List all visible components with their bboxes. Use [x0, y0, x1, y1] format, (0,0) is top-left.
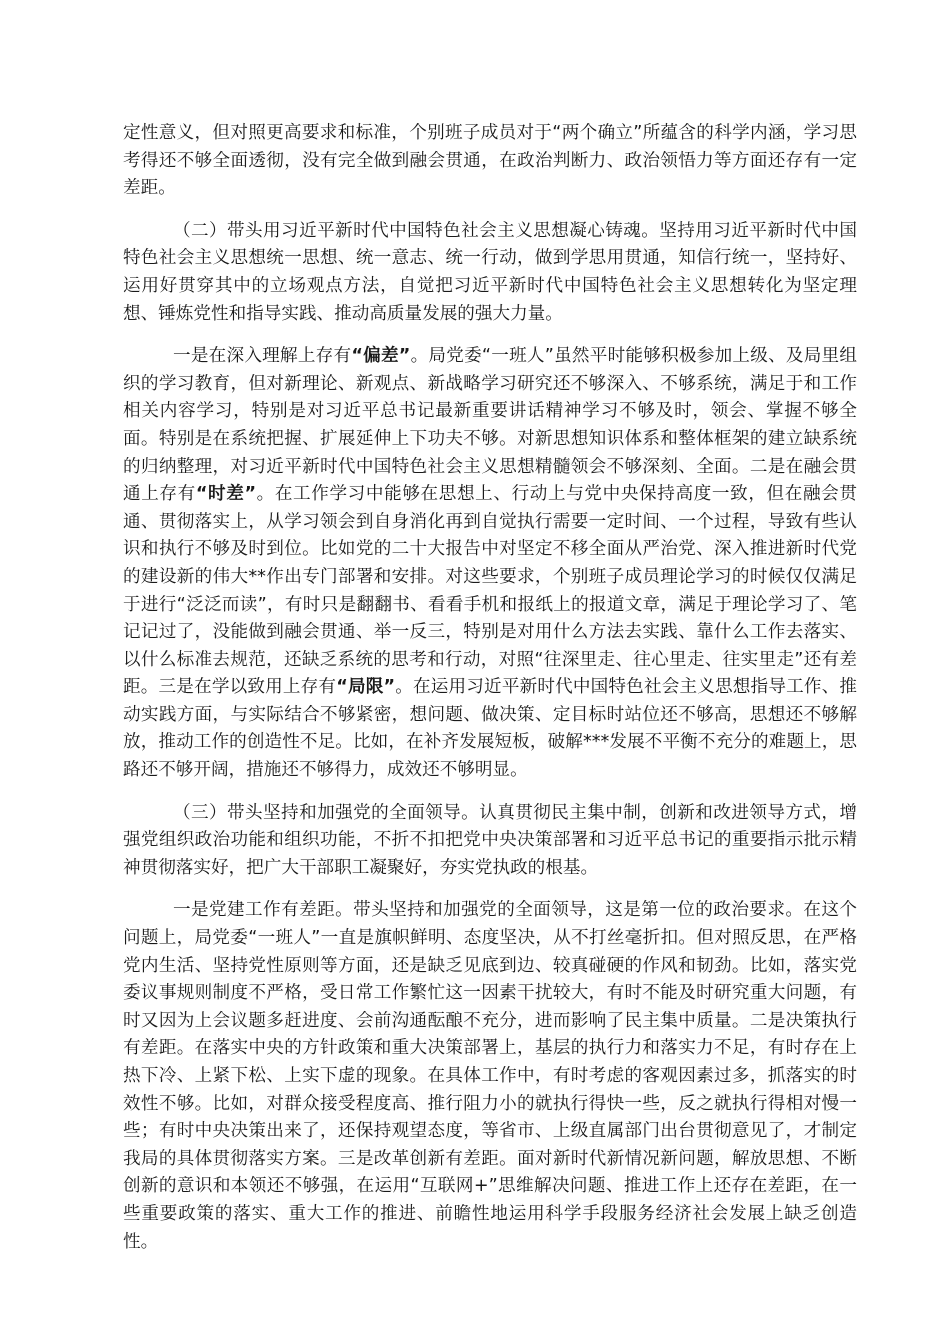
detail-text-3: 。在工作学习中能够在思想上、行动上与党中央保持高度一致，但在融会贯通、贯彻落实上，从学习领会到自身消化再到自觉执行需要一定时间、一个过程，导致有些认识和执行不够及时到位。比如党的二十大报告中对坚定不移全面从严治党、深入推进新时代党的建设新的伟大**作出专门部署和安排。对这些要求，个别班子成员理论学习的时候仅仅满足于进行“泛泛而读”，有时只是翻翻书、看看手机和报纸上的报道文章，满足于理论学习了、笔记记过了，没能做到融会贯通、举一反三，特别是对用什么方法去实践、靠什么工作去落实、以什么标准去规范，还缺乏系统的思考和行动，对照“往深里走、往心里走、往实里走”还有差距。三是在学以致用上存有 — [123, 484, 857, 698]
section-two-body: 坚持用习近平新时代中国特色社会主义思想统一思想、统一意志、统一行动，做到学思用贯通，知信行统一，坚持好、运用好贯穿其中的立场观点方法，自觉把习近平新时代中国特色社会主义思想转化为坚定理想、锤炼党性和指导实践、推动高质量发展的强大力量。 — [123, 220, 857, 324]
section-three-body: 认真贯彻民主集中制，创新和改进领导方式，增强党组织政治功能和组织功能，不折不扣把党中央决策部署和习近平总书记的重要指示批示精神贯彻落实好，把广大干部职工凝聚好，夯实党执政的根基。 — [123, 802, 857, 878]
paragraph-section-three — [123, 800, 857, 883]
document-page — [123, 120, 857, 1271]
detail-text-4: 。在运用习近平新时代中国特色社会主义思想指导工作、推动实践方面，与实际结合不够紧密，想问题、做决策、定目标时站位还不够高，思想还不够解放，推动工作的创造性不足。比如，在补齐发展短板，破解***发展不平衡不充分的难题上，思路还不够开阔，措施还不够得力，成效还不够明显。 — [123, 677, 857, 781]
detail-text-2: 。局党委“一班人”虽然平时能够积极参加上级、及局里组织的学习教育，但对新理论、新观点、新战略学习研究还不够深入、不够系统，满足于和工作相关内容学习，特别是对习近平总书记最新重要讲话精神学习不够及时，领会、掌握不够全面。特别是在系统把握、扩展延伸上下功夫不够。对新思想知识体系和整体框架的建立缺系统的归纳整理，对习近平新时代中国特色社会主义思想精髓领会不够深刻、全面。二是在融会贯通上存有 — [123, 346, 857, 505]
detail-text-1: 一是在深入理解上存有 — [173, 346, 352, 367]
paragraph-continuation: 定性意义，但对照更高要求和标准，个别班子成员对于“两个确立”所蕴含的科学内涵，学习思考得还不够全面透彻，没有完全做到融会贯通，在政治判断力、政治领悟力等方面还存有一定差距。 — [123, 123, 857, 199]
keyword-limitation: “局限” — [336, 677, 396, 698]
paragraph-section-two-details — [123, 343, 857, 785]
keyword-deviation: “偏差” — [351, 346, 411, 367]
section-three-heading: （三）带头坚持和加强党的全面领导。 — [173, 802, 480, 823]
section-two-heading: （二）带头用习近平新时代中国特色社会主义思想凝心铸魂。 — [173, 220, 660, 241]
paragraph-section-three-details: 一是党建工作有差距。带头坚持和加强党的全面领导，这是第一位的政治要求。在这个问题上，局党委“一班人”一直是旗帜鲜明、态度坚决，从不打丝毫折扣。但对照反思，在严格党内生活、坚持党性原则等方面，还是缺乏见底到边、较真碰硬的作风和韧劲。比如，落实党委议事规则制度不严格，受日常工作繁忙这一因素干扰较大，有时不能及时研究重大问题，有时又因为上会议题多赶进度、会前沟通酝酿不充分，进而影响了民主集中质量。二是决策执行有差距。在落实中央的方针政策和重大决策部署上，基层的执行力和落实力不足，有时存在上热下冷、上紧下松、上实下虚的现象。在具体工作中，有时考虑的客观因素过多，抓落实的时效性不够。比如，对群众接受程度高、推行阻力小的就执行得快一些，反之就执行得相对慢一些；有时中央决策出来了，还保持观望态度，等省市、上级直属部门出台贯彻意见了，才制定我局的具体贯彻落实方案。三是改革创新有差距。面对新时代新情况新问题，解放思想、不断创新的意识和本领还不够强，在运用“互联网+”思维解决问题、推进工作上还存在差距，在一些重要政策的落实、重大工作的推进、前瞻性地运用科学手段服务经济社会发展上缺乏创造性。 — [123, 900, 857, 1252]
paragraph-section-two — [123, 218, 857, 328]
keyword-time-lag: “时差” — [195, 484, 257, 505]
